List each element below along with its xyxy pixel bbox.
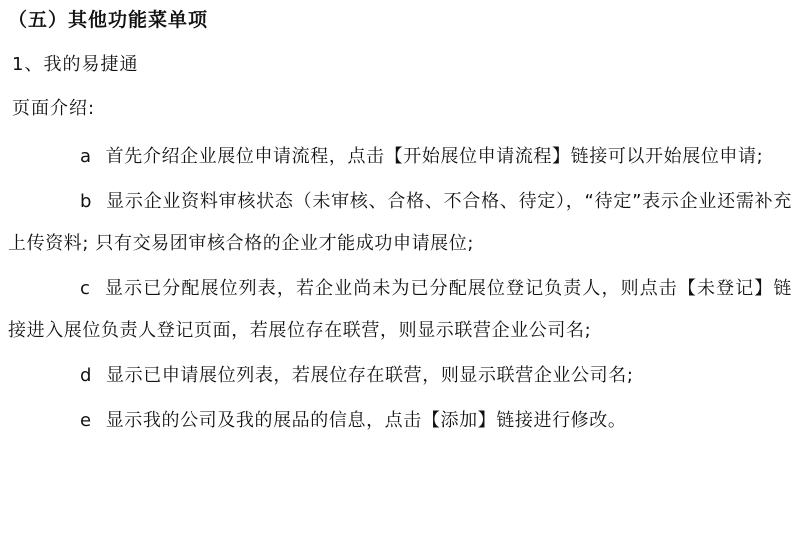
list-item-e xyxy=(8,400,792,442)
item-marker: c xyxy=(80,278,91,299)
list-item-d xyxy=(8,355,792,397)
list-item-a xyxy=(8,136,792,178)
item-text: 显示已申请展位列表，若展位存在联营，则显示联营企业公司名; xyxy=(106,365,634,386)
item-marker: a xyxy=(80,146,92,167)
item-text: 显示企业资料审核状态（未审核、合格、不合格、待定），“待定”表示企业还需补充上传资料; 只有交易团审核合格的企业才能成功申请展位; xyxy=(8,191,792,254)
item-text: 显示已分配展位列表，若企业尚未为已分配展位登记负责人，则点击【未登记】链接进入展位负责人登记页面，若展位存在联营，则显示联营企业公司名; xyxy=(8,278,792,341)
item-text: 显示我的公司及我的展品的信息，点击【添加】链接进行修改。 xyxy=(105,410,627,431)
item-text: 首先介绍企业展位申请流程，点击【开始展位申请流程】链接可以开始展位申请; xyxy=(105,146,764,167)
item-marker: d xyxy=(80,365,93,386)
list-item-c xyxy=(8,268,792,352)
section-title: （五）其他功能菜单项 xyxy=(8,9,209,31)
subsection-title: 1、我的易捷通 xyxy=(12,54,139,75)
item-marker: b xyxy=(80,191,93,212)
feature-list xyxy=(8,136,792,445)
intro-label: 页面介绍: xyxy=(12,98,96,119)
list-item-b xyxy=(8,181,792,265)
item-marker: e xyxy=(80,410,92,431)
